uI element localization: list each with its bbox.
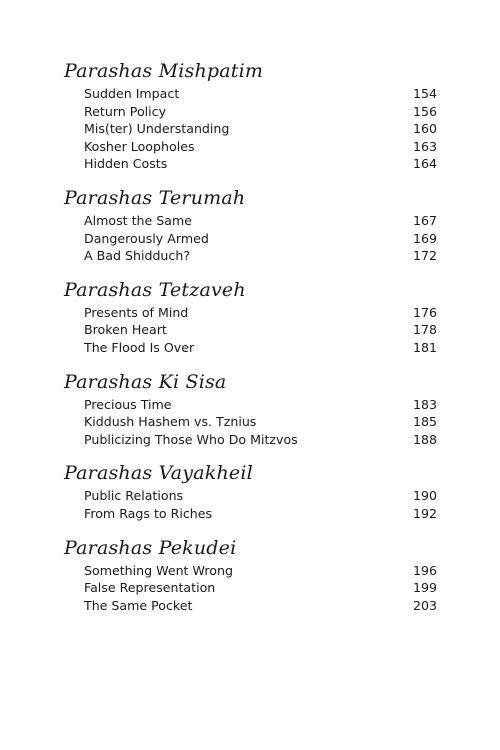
entry-page-number: 154: [412, 86, 437, 101]
toc-entry[interactable]: [64, 230, 437, 248]
section-title: Parashas Tetzaveh: [64, 278, 246, 301]
entry-page-number: 196: [412, 562, 437, 578]
entry-page-number: 169: [412, 230, 437, 246]
toc-entry[interactable]: [64, 138, 437, 156]
section-entries: [64, 396, 437, 449]
entry-page-number: 167: [412, 212, 437, 228]
section-title: Parashas Mishpatim: [64, 60, 264, 82]
entry-page-number: 156: [412, 103, 437, 119]
entry-title: False Representation: [84, 580, 216, 596]
entry-title: The Flood Is Over: [84, 339, 195, 355]
section-entries: [64, 487, 437, 522]
toc-section-mishpatim: [64, 58, 437, 173]
toc-entry[interactable]: [64, 413, 437, 431]
section-title: Parashas Pekudei: [64, 536, 237, 559]
toc-section-pekudei: [64, 535, 437, 615]
toc-entry[interactable]: [64, 431, 437, 449]
section-entries: [64, 562, 437, 615]
entry-page-number: 160: [412, 121, 437, 137]
entry-title: Hidden Costs: [84, 156, 168, 172]
toc-entry[interactable]: [64, 396, 437, 414]
section-title: Parashas Ki Sisa: [64, 370, 227, 393]
toc-section-terumah: [64, 185, 437, 265]
entry-title: Kiddush Hashem vs. Tznius: [84, 414, 257, 430]
toc-entry[interactable]: [64, 505, 437, 523]
toc-entry[interactable]: [64, 85, 437, 103]
toc-entry[interactable]: [64, 579, 437, 597]
entry-page-number: 190: [412, 488, 437, 504]
toc-section-tetzaveh: [64, 277, 437, 357]
entry-title: Presents of Mind: [84, 304, 189, 320]
entry-page-number: 199: [412, 580, 437, 596]
entry-title: Almost the Same: [84, 212, 192, 228]
entry-page-number: 203: [412, 597, 437, 613]
toc-entry[interactable]: [64, 597, 437, 615]
table-of-contents: [64, 58, 437, 614]
entry-title: Precious Time: [84, 396, 172, 412]
toc-entry[interactable]: [64, 487, 437, 505]
toc-entry[interactable]: [64, 562, 437, 580]
entry-page-number: 176: [412, 304, 437, 320]
entry-title: Mis(ter) Understanding: [84, 121, 230, 137]
entry-page-number: 181: [412, 339, 437, 355]
entry-title: Dangerously Armed: [84, 230, 209, 246]
entry-title: Broken Heart: [84, 322, 167, 338]
entry-title: A Bad Shidduch?: [84, 248, 191, 264]
section-entries: [64, 304, 437, 357]
toc-entry[interactable]: [64, 247, 437, 265]
section-entries: [64, 212, 437, 265]
entry-title: Kosher Loopholes: [84, 138, 195, 154]
toc-entry[interactable]: [64, 103, 437, 121]
toc-section-vayakheil: [64, 460, 437, 522]
entry-page-number: 185: [412, 414, 437, 430]
entry-page-number: 172: [412, 248, 437, 264]
toc-entry[interactable]: [64, 339, 437, 357]
entry-page-number: 188: [412, 431, 437, 447]
entry-title: Public Relations: [84, 488, 184, 504]
entry-title: Return Policy: [84, 103, 167, 119]
section-title: Parashas Terumah: [64, 186, 246, 209]
entry-page-number: 192: [412, 505, 437, 521]
section-title: Parashas Vayakheil: [64, 462, 253, 485]
entry-title: Something Went Wrong: [84, 562, 233, 578]
entry-page-number: 183: [412, 396, 437, 412]
entry-page-number: 178: [412, 322, 437, 338]
entry-title: The Same Pocket: [84, 597, 193, 613]
entry-title: Publicizing Those Who Do Mitzvos: [84, 431, 298, 447]
toc-entry[interactable]: [64, 155, 437, 173]
entry-title: From Rags to Riches: [84, 505, 213, 521]
toc-entry[interactable]: [64, 321, 437, 339]
entry-page-number: 164: [412, 156, 437, 172]
entry-title: Sudden Impact: [84, 86, 180, 101]
entry-page-number: 163: [412, 138, 437, 154]
toc-entry[interactable]: [64, 212, 437, 230]
toc-entry[interactable]: [64, 120, 437, 138]
toc-section-ki-sisa: [64, 369, 437, 449]
toc-entry[interactable]: [64, 304, 437, 322]
section-entries: [64, 85, 437, 173]
